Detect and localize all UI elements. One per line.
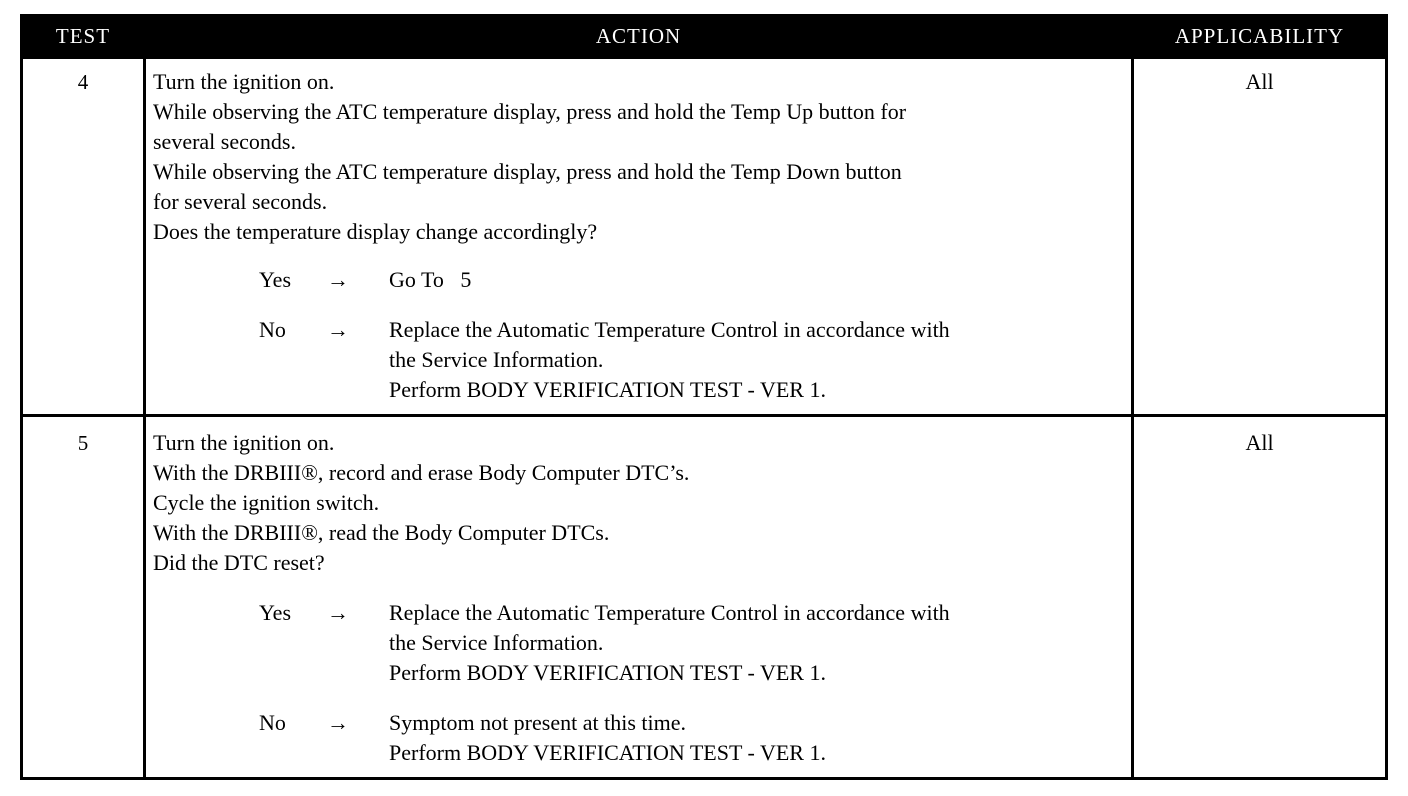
no-result: Replace the Automatic Temperature Control in accordance with <box>389 317 950 342</box>
yes-result: Replace the Automatic Temperature Control in accordance with <box>389 600 950 625</box>
diagnostic-test-table <box>20 14 1388 780</box>
no-result: the Service Information. <box>389 347 604 372</box>
action-step: for several seconds. <box>153 189 328 214</box>
action-cell <box>153 67 1129 405</box>
column-divider-right <box>1131 17 1134 777</box>
action-cell <box>153 428 1129 768</box>
test-number: 4 <box>77 70 89 94</box>
header-applicability: APPLICABILITY <box>1134 17 1385 56</box>
action-step: While observing the ATC temperature display, press and hold the Temp Down button <box>153 159 902 184</box>
yes-label: Yes <box>259 600 292 625</box>
action-step: Turn the ignition on. <box>153 430 335 455</box>
arrow-right-icon: → <box>327 267 349 292</box>
arrow-right-icon: → <box>327 600 349 625</box>
no-branch <box>153 315 1129 405</box>
action-step: several seconds. <box>153 129 296 154</box>
no-branch <box>153 708 1129 768</box>
test-number: 5 <box>77 431 89 455</box>
no-result: Perform BODY VERIFICATION TEST - VER 1. <box>389 740 826 765</box>
column-divider-left <box>143 17 146 777</box>
yes-branch <box>153 598 1129 688</box>
header-action: ACTION <box>146 17 1131 56</box>
yes-label: Yes <box>259 267 292 292</box>
yes-branch <box>153 265 1129 295</box>
arrow-right-icon: → <box>327 710 349 735</box>
yes-result: Perform BODY VERIFICATION TEST - VER 1. <box>389 660 826 685</box>
action-step: Does the temperature display change accordingly? <box>153 219 598 244</box>
header-divider <box>23 56 1385 59</box>
row-divider <box>23 414 1385 417</box>
no-result: Perform BODY VERIFICATION TEST - VER 1. <box>389 377 826 402</box>
yes-result: Go To 5 <box>389 267 472 292</box>
header-test: TEST <box>23 17 143 56</box>
action-step: Cycle the ignition switch. <box>153 490 380 515</box>
action-step: With the DRBIII®, record and erase Body Computer DTC’s. <box>153 460 690 485</box>
action-step: Turn the ignition on. <box>153 69 335 94</box>
action-step: With the DRBIII®, read the Body Computer DTCs. <box>153 520 610 545</box>
no-label: No <box>259 317 286 342</box>
applicability-value: All <box>1245 430 1274 455</box>
no-label: No <box>259 710 286 735</box>
action-step: Did the DTC reset? <box>153 550 325 575</box>
applicability-value: All <box>1245 69 1274 94</box>
action-step: While observing the ATC temperature display, press and hold the Temp Up button for <box>153 99 907 124</box>
yes-result: the Service Information. <box>389 630 604 655</box>
no-result: Symptom not present at this time. <box>389 710 686 735</box>
arrow-right-icon: → <box>327 317 349 342</box>
